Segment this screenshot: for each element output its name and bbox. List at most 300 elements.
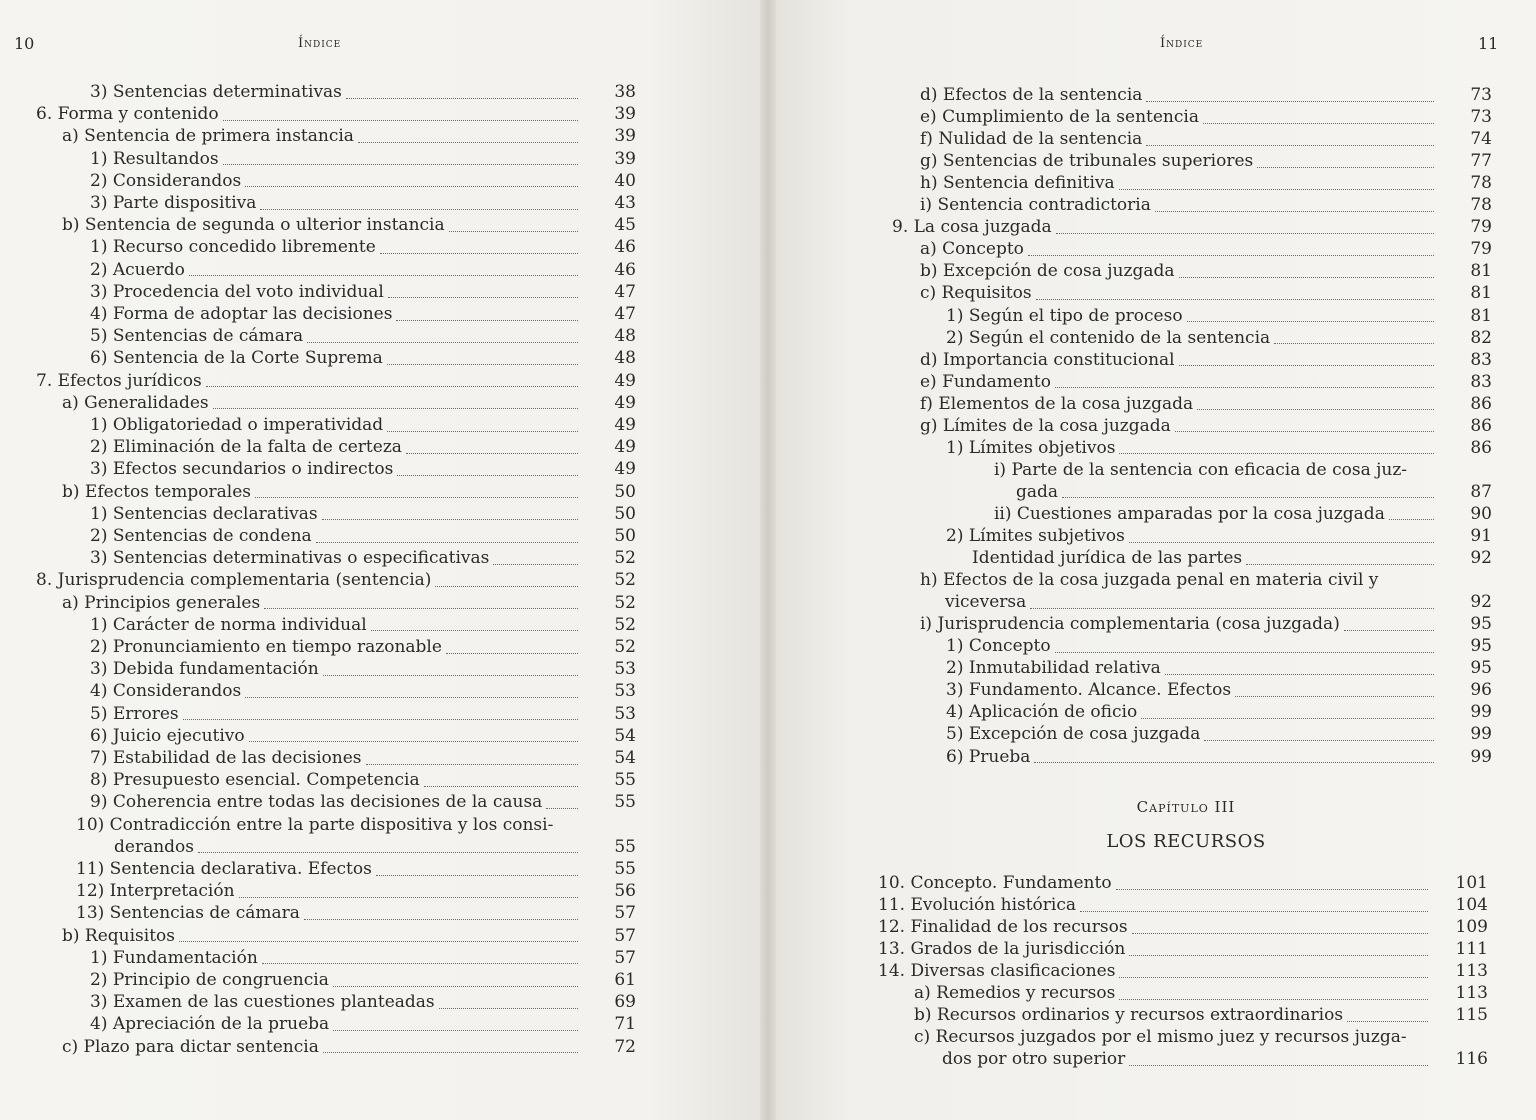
toc-entry-page-number: 95 — [1470, 636, 1492, 657]
toc-entry — [90, 525, 582, 547]
toc-entry — [62, 1036, 582, 1058]
toc-entry-page-number: 55 — [614, 792, 636, 813]
toc-entry — [62, 392, 582, 414]
toc-entry-title: 2) Según el contenido de la sentencia — [946, 327, 1271, 348]
toc-entry-title: f) Nulidad de la sentencia — [920, 129, 1143, 150]
toc-entry-title: e) Cumplimiento de la sentencia — [920, 107, 1199, 128]
toc-entry-title: i) Sentencia contradictoria — [920, 195, 1151, 216]
dot-leader — [1165, 670, 1434, 675]
toc-entry-page-number: 116 — [1455, 1049, 1488, 1069]
toc-entry-title: 2) Inmutabilidad relativa — [946, 658, 1161, 679]
toc-entry — [90, 614, 582, 636]
toc-entry-page-number: 46 — [614, 259, 636, 280]
toc-entry — [920, 349, 1438, 371]
toc-entry-page-number: 49 — [614, 459, 636, 480]
toc-entry-title: 5) Sentencias de cámara — [90, 326, 304, 347]
toc-entry-page-number: 79 — [1470, 217, 1492, 238]
dot-leader — [1034, 758, 1434, 763]
toc-entry-page-number: 99 — [1470, 724, 1492, 745]
toc-entry — [946, 635, 1438, 657]
toc-entry-title: g) Límites de la cosa juzgada — [920, 415, 1171, 436]
dot-leader — [264, 604, 578, 609]
toc-entry-title: 2) Sentencias de condena — [90, 526, 312, 546]
toc-entry — [920, 260, 1438, 282]
dot-leader — [322, 515, 578, 520]
toc-entry-title: d) Importancia constitucional — [920, 349, 1175, 370]
toc-entry-title: 13. Grados de la jurisdicción — [878, 939, 1126, 959]
dot-leader — [255, 493, 578, 498]
toc-entry — [920, 415, 1438, 437]
toc-entry-page-number: 57 — [614, 925, 636, 946]
toc-entry — [76, 880, 582, 902]
dot-leader — [1129, 951, 1428, 956]
toc-entry-page-number: 82 — [1470, 327, 1492, 348]
toc-entry-page-number: 99 — [1470, 746, 1492, 767]
toc-entry-title: 1) Fundamentación — [90, 947, 258, 968]
toc-entry-title: h) Efectos de la cosa juzgada penal en materia civil y — [920, 570, 1379, 591]
toc-entry — [946, 327, 1438, 349]
dot-leader — [323, 671, 578, 676]
dot-leader — [446, 649, 578, 654]
toc-entry-page-number: 47 — [614, 281, 636, 302]
toc-entry-title: c) Plazo para dictar sentencia — [62, 1036, 319, 1057]
dot-leader — [1119, 995, 1428, 1000]
dot-leader — [323, 1048, 578, 1053]
toc-entry — [90, 325, 582, 347]
toc-entry-title: 6) Sentencia de la Corte Suprema — [90, 348, 383, 369]
toc-entry-title: a) Remedios y recursos — [914, 983, 1116, 1003]
toc-entry-page-number: 86 — [1470, 393, 1492, 414]
toc-entry-title: 3) Sentencias determinativas o especificativas — [90, 548, 490, 569]
toc-entry-title: 1) Recurso concedido libremente — [90, 237, 376, 258]
toc-entry — [90, 703, 582, 725]
toc-entry-title: 13) Sentencias de cámara — [76, 903, 300, 924]
dot-leader — [1203, 119, 1434, 124]
toc-entry-page-number: 50 — [614, 503, 636, 524]
toc-entry-title: 11) Sentencia declarativa. Efectos — [76, 859, 372, 879]
toc-entry-page-number: 57 — [614, 903, 636, 924]
toc-entry — [90, 148, 582, 170]
toc-entry-page-number: 38 — [614, 82, 636, 102]
dot-leader — [1129, 1061, 1428, 1066]
toc-entry-title: ii) Cuestiones amparadas por la cosa juzgada — [994, 503, 1385, 524]
toc-entry-title: gada — [1016, 481, 1059, 502]
right-page-number: 11 — [1478, 34, 1499, 53]
toc-entry-page-number: 48 — [614, 326, 636, 347]
dot-leader — [1179, 361, 1434, 366]
toc-entry-page-number: 78 — [1470, 173, 1492, 194]
toc-entry — [878, 894, 1432, 916]
dot-leader — [1347, 1017, 1428, 1022]
dot-leader — [366, 760, 578, 765]
toc-entry-title: 3) Parte dispositiva — [90, 193, 257, 213]
toc-entry — [946, 701, 1438, 723]
toc-entry-page-number: 95 — [1470, 658, 1492, 679]
toc-entry — [62, 592, 582, 614]
toc-entry-title: 4) Aplicación de oficio — [946, 702, 1138, 723]
toc-entry — [90, 680, 582, 702]
toc-entry-title: f) Elementos de la cosa juzgada — [920, 393, 1194, 414]
toc-entry-title: 1) Límites objetivos — [946, 437, 1116, 458]
toc-entry-page-number: 55 — [614, 836, 636, 857]
dot-leader — [333, 1026, 578, 1031]
toc-entry — [36, 370, 582, 392]
toc-entry-title: 3) Examen de las cuestiones planteadas — [90, 992, 435, 1013]
book-gutter — [760, 0, 776, 1120]
toc-entry-page-number: 96 — [1470, 680, 1492, 701]
toc-entry-title: 9) Coherencia entre todas las decisiones de la causa — [90, 792, 543, 813]
toc-entry — [920, 150, 1438, 172]
toc-entry-page-number: 40 — [614, 170, 636, 191]
toc-entry-page-number: 56 — [614, 881, 636, 902]
toc-entry-page-number: 73 — [1470, 85, 1492, 105]
toc-entry-page-number: 49 — [614, 415, 636, 435]
toc-entry-page-number: 81 — [1470, 305, 1492, 326]
toc-entry-title: 1) Resultandos — [90, 148, 219, 169]
toc-entry-title: 7. Efectos jurídicos — [36, 370, 202, 391]
chapter-label: Capítulo III — [1136, 798, 1236, 816]
toc-entry — [76, 814, 582, 836]
toc-entry-page-number: 79 — [1470, 239, 1492, 260]
toc-entry-title: 12) Interpretación — [76, 881, 235, 902]
toc-entry — [62, 925, 582, 947]
toc-entry-title: 3) Debida fundamentación — [90, 659, 319, 680]
toc-entry-title: 2) Eliminación de la falta de certeza — [90, 437, 402, 458]
toc-entry-title: 11. Evolución histórica — [878, 895, 1077, 915]
dot-leader — [239, 893, 578, 898]
toc-entry-page-number: 83 — [1470, 371, 1492, 392]
toc-entry-title: d) Efectos de la sentencia — [920, 85, 1143, 105]
dot-leader — [1129, 538, 1434, 543]
toc-entry-title: 6) Juicio ejecutivo — [90, 725, 245, 746]
dot-leader — [439, 1004, 578, 1009]
toc-entry — [90, 636, 582, 658]
dot-leader — [198, 848, 578, 853]
toc-entry-title: 5) Errores — [90, 703, 179, 724]
toc-entry-page-number: 47 — [614, 304, 636, 324]
toc-entry — [90, 791, 582, 813]
toc-entry-title: 4) Considerandos — [90, 681, 242, 702]
toc-entry — [878, 916, 1432, 938]
toc-entry-title: e) Fundamento — [920, 371, 1052, 392]
chapter-title: LOS RECURSOS — [1106, 831, 1266, 852]
toc-entry-page-number: 45 — [614, 215, 636, 236]
toc-entry — [90, 303, 582, 325]
dot-leader — [1146, 141, 1434, 146]
toc-entry-title: 4) Apreciación de la prueba — [90, 1014, 330, 1035]
toc-entry — [920, 172, 1438, 194]
dot-leader — [1030, 604, 1434, 609]
toc-entry-page-number: 50 — [614, 481, 636, 502]
toc-entry — [90, 458, 582, 480]
toc-entry — [36, 103, 582, 125]
dot-leader — [557, 827, 578, 831]
dot-leader — [1344, 626, 1434, 631]
right-running-head: Índice — [1160, 36, 1204, 51]
toc-entry — [62, 125, 582, 147]
toc-entry-page-number: 113 — [1455, 983, 1488, 1003]
dot-leader — [396, 316, 578, 321]
dot-leader — [1187, 317, 1434, 322]
toc-entry-title: b) Requisitos — [62, 925, 175, 946]
toc-entry-page-number: 39 — [614, 104, 636, 125]
toc-entry-title: 2) Límites subjetivos — [946, 526, 1125, 546]
toc-entry-title: 8. Jurisprudencia complementaria (sentencia) — [36, 570, 432, 591]
toc-entry-page-number: 39 — [614, 148, 636, 169]
toc-entry-title: 2) Considerandos — [90, 170, 242, 191]
toc-entry — [994, 503, 1438, 525]
toc-entry-page-number: 87 — [1470, 481, 1492, 502]
toc-entry-title: c) Recursos juzgados por el mismo juez y recursos juzga- — [914, 1027, 1407, 1047]
toc-entry — [90, 547, 582, 569]
toc-entry-page-number: 57 — [614, 947, 636, 968]
toc-entry — [62, 214, 582, 236]
toc-entry — [90, 658, 582, 680]
toc-entry-title: 2) Pronunciamiento en tiempo razonable — [90, 637, 442, 657]
toc-entry-page-number: 78 — [1470, 195, 1492, 216]
dot-leader — [1411, 472, 1434, 476]
toc-entry-title: 3) Sentencias determinativas — [90, 82, 342, 102]
toc-entry — [920, 194, 1438, 216]
dot-leader — [1179, 273, 1434, 278]
toc-entry-page-number: 83 — [1470, 349, 1492, 370]
toc-entry-page-number: 113 — [1455, 961, 1488, 981]
toc-entry-title: b) Excepción de cosa juzgada — [920, 261, 1175, 282]
toc-entry-title: 12. Finalidad de los recursos — [878, 917, 1128, 937]
toc-entry — [90, 969, 582, 991]
dot-leader — [1175, 427, 1434, 432]
dot-leader — [1036, 295, 1434, 300]
toc-entry-page-number: 109 — [1455, 917, 1488, 937]
dot-leader — [223, 160, 578, 165]
toc-entry-title: a) Concepto — [920, 239, 1024, 260]
dot-leader — [245, 693, 578, 698]
toc-entry — [946, 525, 1438, 547]
toc-entry — [90, 414, 582, 436]
dot-leader — [262, 959, 578, 964]
toc-entry-title: 14. Diversas clasificaciones — [878, 961, 1116, 981]
toc-entry-page-number: 77 — [1470, 151, 1492, 172]
toc-entry-page-number: 53 — [614, 659, 636, 680]
dot-leader — [376, 871, 578, 876]
toc-entry-page-number: 111 — [1455, 939, 1488, 959]
dot-leader — [435, 582, 578, 587]
toc-entry — [90, 503, 582, 525]
dot-leader — [1055, 383, 1434, 388]
dot-leader — [1028, 251, 1434, 256]
toc-entry-page-number: 52 — [614, 570, 636, 591]
dot-leader — [1197, 405, 1434, 410]
toc-entry-title: 4) Forma de adoptar las decisiones — [90, 304, 393, 324]
dot-leader — [183, 715, 578, 720]
toc-entry — [914, 1004, 1432, 1026]
toc-entry — [920, 238, 1438, 260]
toc-entry-page-number: 115 — [1455, 1005, 1488, 1025]
toc-entry-page-number: 49 — [614, 437, 636, 458]
dot-leader — [388, 293, 578, 298]
toc-entry — [90, 947, 582, 969]
toc-entry-title: 5) Excepción de cosa juzgada — [946, 724, 1201, 745]
toc-entry-page-number: 86 — [1470, 437, 1492, 458]
dot-leader — [1141, 714, 1434, 719]
toc-entry-title: 6) Prueba — [946, 746, 1031, 767]
toc-entry — [90, 259, 582, 281]
toc-entry-title: 1) Sentencias declarativas — [90, 503, 318, 524]
toc-entry-page-number: 99 — [1470, 702, 1492, 723]
dot-leader — [1246, 560, 1434, 565]
dot-leader — [1382, 582, 1434, 586]
toc-entry-page-number: 52 — [614, 614, 636, 635]
dot-leader — [380, 249, 578, 254]
toc-entry-page-number: 71 — [614, 1014, 636, 1035]
toc-entry — [920, 613, 1438, 635]
toc-entry — [920, 569, 1438, 591]
dot-leader — [493, 560, 578, 565]
toc-entry-title: a) Principios generales — [62, 592, 261, 613]
toc-entry — [994, 459, 1438, 481]
toc-entry — [90, 436, 582, 458]
toc-entry-page-number: 52 — [614, 637, 636, 657]
toc-entry — [945, 591, 1438, 613]
dot-leader — [223, 116, 578, 121]
toc-entry-title: i) Jurisprudencia complementaria (cosa juzgada) — [920, 614, 1340, 635]
toc-entry — [90, 991, 582, 1013]
toc-entry — [90, 725, 582, 747]
toc-entry-title: dos por otro superior — [942, 1049, 1126, 1069]
toc-entry — [114, 836, 582, 858]
toc-entry — [920, 371, 1438, 393]
toc-entry-title: 3) Fundamento. Alcance. Efectos — [946, 680, 1232, 701]
toc-entry — [90, 1013, 582, 1035]
dot-leader — [1257, 163, 1434, 168]
dot-leader — [1389, 515, 1434, 520]
dot-leader — [406, 449, 578, 454]
left-running-head: Índice — [298, 36, 342, 51]
dot-leader — [179, 937, 578, 942]
toc-entry — [90, 747, 582, 769]
toc-entry — [76, 858, 582, 880]
toc-entry — [972, 547, 1438, 569]
toc-entry — [946, 679, 1438, 701]
dot-leader — [358, 138, 578, 143]
dot-leader — [206, 382, 578, 387]
toc-entry — [920, 393, 1438, 415]
toc-entry — [90, 236, 582, 258]
toc-entry — [942, 1048, 1432, 1070]
dot-leader — [1119, 973, 1428, 978]
toc-entry — [76, 902, 582, 924]
toc-entry-title: 6. Forma y contenido — [36, 104, 219, 125]
toc-entry-page-number: 86 — [1470, 415, 1492, 436]
dot-leader — [189, 271, 578, 276]
toc-entry-page-number: 81 — [1470, 283, 1492, 304]
toc-entry — [90, 281, 582, 303]
toc-entry — [36, 569, 582, 591]
toc-entry-title: 8) Presupuesto esencial. Competencia — [90, 770, 420, 791]
toc-entry-page-number: 92 — [1470, 592, 1492, 613]
toc-entry-page-number: 91 — [1470, 526, 1492, 546]
toc-entry — [920, 282, 1438, 304]
dot-leader — [1116, 885, 1428, 890]
toc-entry-title: Identidad jurídica de las partes — [972, 548, 1243, 569]
toc-entry-title: derandos — [114, 836, 194, 857]
toc-entry-title: g) Sentencias de tribunales superiores — [920, 151, 1254, 172]
toc-entry-title: 2) Principio de congruencia — [90, 970, 329, 990]
dot-leader — [304, 915, 578, 920]
toc-entry — [90, 769, 582, 791]
dot-leader — [1146, 97, 1434, 102]
toc-entry-title: h) Sentencia definitiva — [920, 173, 1115, 194]
toc-entry-title: b) Sentencia de segunda o ulterior instancia — [62, 215, 445, 236]
toc-entry-title: 2) Acuerdo — [90, 259, 185, 280]
dot-leader — [1055, 648, 1434, 653]
toc-entry-title: 7) Estabilidad de las decisiones — [90, 748, 362, 768]
toc-entry — [878, 960, 1432, 982]
toc-entry-page-number: 90 — [1470, 503, 1492, 524]
toc-entry — [946, 305, 1438, 327]
toc-entry — [878, 872, 1432, 894]
toc-entry-page-number: 50 — [614, 526, 636, 546]
toc-entry-page-number: 53 — [614, 681, 636, 702]
toc-entry-page-number: 54 — [614, 748, 636, 768]
toc-entry — [920, 128, 1438, 150]
toc-entry-page-number: 61 — [614, 970, 636, 990]
toc-entry-title: 3) Efectos secundarios o indirectos — [90, 459, 394, 480]
toc-entry — [920, 84, 1438, 106]
dot-leader — [397, 471, 578, 476]
dot-leader — [1132, 929, 1428, 934]
toc-entry-page-number: 72 — [614, 1036, 636, 1057]
toc-entry — [946, 657, 1438, 679]
toc-entry-title: 1) Concepto — [946, 636, 1051, 657]
toc-entry — [914, 982, 1432, 1004]
toc-entry-page-number: 39 — [614, 126, 636, 147]
toc-entry-page-number: 101 — [1455, 873, 1488, 893]
toc-entry — [1016, 481, 1438, 503]
toc-entry — [62, 481, 582, 503]
toc-entry-page-number: 55 — [614, 770, 636, 791]
toc-entry — [946, 723, 1438, 745]
toc-entry-page-number: 55 — [614, 859, 636, 879]
toc-entry-page-number: 104 — [1455, 895, 1488, 915]
dot-leader — [213, 404, 578, 409]
dot-leader — [371, 626, 578, 631]
toc-entry-title: 1) Según el tipo de proceso — [946, 305, 1183, 326]
toc-entry-page-number: 48 — [614, 348, 636, 369]
toc-entry-title: a) Sentencia de primera instancia — [62, 126, 354, 147]
toc-entry-page-number: 52 — [614, 548, 636, 569]
dot-leader — [1119, 185, 1434, 190]
dot-leader — [1056, 229, 1434, 234]
dot-leader — [1080, 907, 1428, 912]
left-page — [0, 0, 760, 1120]
toc-entry — [892, 216, 1438, 238]
toc-entry-page-number: 69 — [614, 992, 636, 1013]
toc-entry-title: b) Recursos ordinarios y recursos extraordinarios — [914, 1005, 1344, 1025]
toc-entry-title: 10. Concepto. Fundamento — [878, 873, 1112, 893]
toc-entry-title: a) Generalidades — [62, 392, 209, 413]
toc-entry-page-number: 92 — [1470, 548, 1492, 569]
dot-leader — [1274, 339, 1434, 344]
toc-entry-title: 10) Contradicción entre la parte dispositiva y los consi- — [76, 814, 554, 835]
dot-leader — [546, 804, 578, 809]
toc-entry-title: viceversa — [945, 592, 1027, 613]
toc-entry-page-number: 95 — [1470, 614, 1492, 635]
toc-entry — [920, 106, 1438, 128]
dot-leader — [387, 427, 578, 432]
toc-entry-title: i) Parte de la sentencia con eficacia de cosa juz- — [994, 459, 1408, 480]
toc-entry-page-number: 49 — [614, 370, 636, 391]
